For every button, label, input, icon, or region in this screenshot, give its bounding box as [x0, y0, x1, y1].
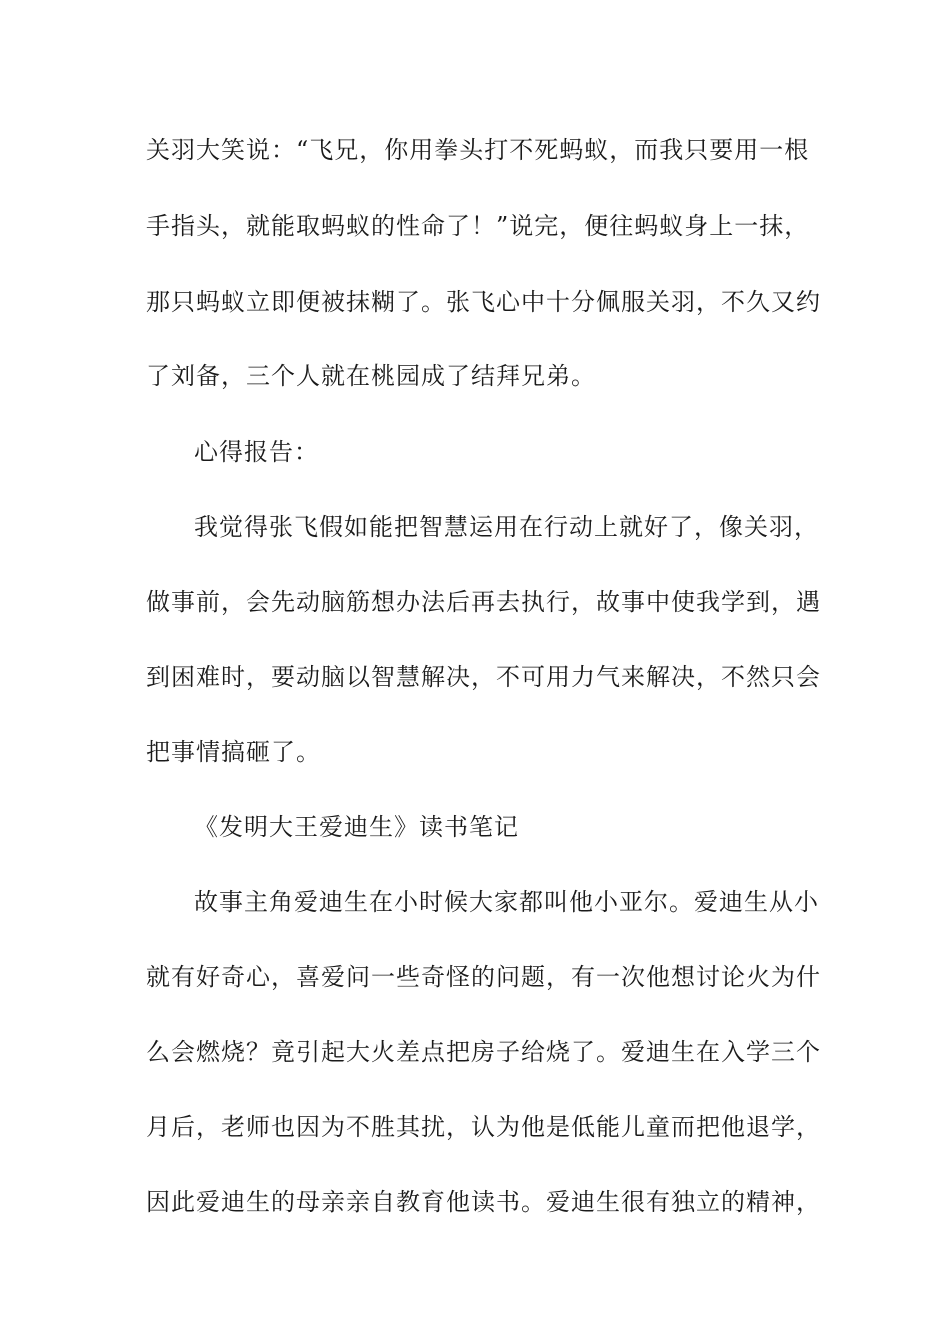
paragraph-line: 我觉得张飞假如能把智慧运用在行动上就好了，像关羽， [194, 513, 819, 541]
paragraph-line: 做事前，会先动脑筋想办法后再去执行，故事中使我学到，遇 [146, 588, 821, 616]
paragraph-line: 关羽大笑说：“飞兄，你用拳头打不死蚂蚁，而我只要用一根 [146, 136, 810, 164]
section-heading: 心得报告： [194, 438, 319, 466]
paragraph-line: 故事主角爱迪生在小时候大家都叫他小亚尔。爱迪生从小 [194, 888, 819, 916]
paragraph-line: 了刘备，三个人就在桃园成了结拜兄弟。 [146, 362, 596, 390]
paragraph-line: 么会燃烧？竟引起大火差点把房子给烧了。爱迪生在入学三个 [146, 1038, 821, 1066]
paragraph-line: 到困难时，要动脑以智慧解决，不可用力气来解决，不然只会 [146, 663, 821, 691]
paragraph-line: 把事情搞砸了。 [146, 738, 321, 766]
section-title: 《发明大王爱迪生》读书笔记 [194, 813, 519, 841]
paragraph-line: 就有好奇心，喜爱问一些奇怪的问题，有一次他想讨论火为什 [146, 963, 821, 991]
paragraph-line: 因此爱迪生的母亲亲自教育他读书。爱迪生很有独立的精神， [146, 1188, 821, 1216]
paragraph-line: 月后，老师也因为不胜其扰，认为他是低能儿童而把他退学， [146, 1113, 821, 1141]
paragraph-line: 那只蚂蚁立即便被抹糊了。张飞心中十分佩服关羽，不久又约 [146, 288, 821, 316]
paragraph-line: 手指头，就能取蚂蚁的性命了！”说完，便往蚂蚁身上一抹， [146, 212, 810, 240]
